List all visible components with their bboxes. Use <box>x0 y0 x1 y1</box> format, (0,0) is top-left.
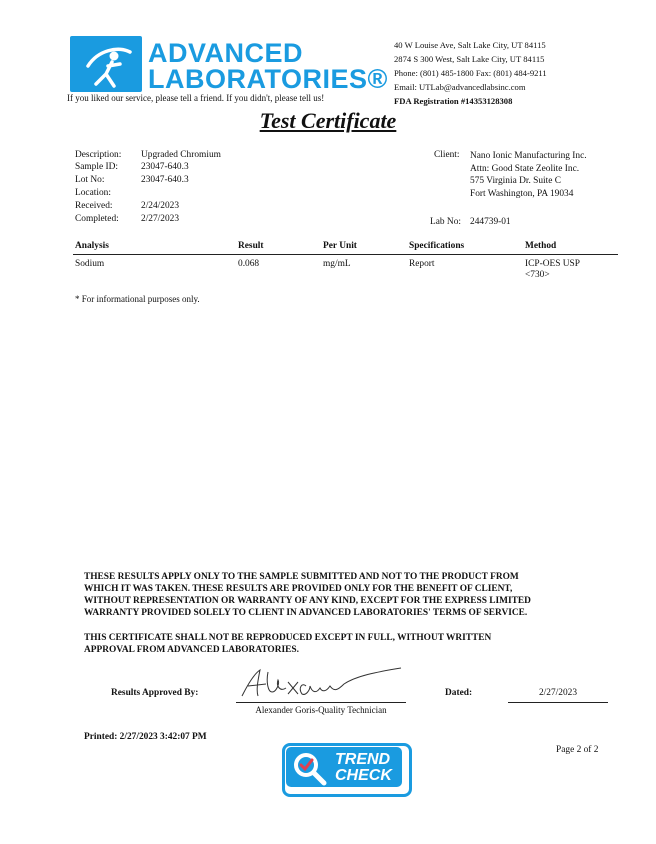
certificate-title-text: Test Certificate <box>259 108 397 133</box>
address-line: 2874 S 300 West, Salt Lake City, UT 84115 <box>394 54 545 64</box>
disclaimer-line: THESE RESULTS APPLY ONLY TO THE SAMPLE SUBMITTED AND NOT TO THE PRODUCT FROM <box>84 572 519 582</box>
client-name: Nano Ionic Manufacturing Inc. <box>470 151 587 161</box>
disclaimer-line: WHICH IT WAS TAKEN. THESE RESULTS ARE PROVIDED ONLY FOR THE BENEFIT OF CLIENT, <box>84 584 513 594</box>
tagline: If you liked our service, please tell a friend. If you didn't, please tell us! <box>67 93 325 103</box>
badge-line2: CHECK <box>335 767 392 784</box>
address-line: 40 W Louise Ave, Salt Lake City, UT 84115 <box>394 40 546 50</box>
dated-value: 2/27/2023 <box>538 688 578 698</box>
description-value: Upgraded Chromium <box>141 150 221 160</box>
lab-address-block <box>394 38 547 108</box>
cell-method: ICP-OES USP <box>525 259 580 269</box>
footnote: * For informational purposes only. <box>75 294 200 304</box>
signature-image <box>236 662 411 702</box>
table-header-rule <box>73 254 618 255</box>
brand-name-line2: LABORATORIES® <box>148 64 388 94</box>
column-header-result: Result <box>238 241 264 251</box>
signature-line <box>236 702 406 703</box>
badge-line1: TREND <box>335 751 391 768</box>
printed-timestamp: Printed: 2/27/2023 3:42:07 PM <box>84 732 207 742</box>
column-header-method: Method <box>525 241 557 251</box>
signer-name: Alexander Goris-Quality Technician <box>255 705 387 715</box>
certificate-title <box>0 108 656 134</box>
received-value: 2/24/2023 <box>141 201 180 211</box>
sample-id-label: Sample ID: <box>75 162 118 172</box>
lot-no-value: 23047-640.3 <box>141 175 189 185</box>
brand-name-line1: ADVANCED <box>148 38 304 68</box>
cell-result: 0.068 <box>238 259 260 269</box>
column-header-per-unit: Per Unit <box>323 241 357 251</box>
disclaimer-paragraph-2 <box>84 632 624 656</box>
disclaimer-line: WARRANTY PROVIDED SOLELY TO CLIENT IN ADVANCED LABORATORIES' TERMS OF SERVICE. <box>84 608 528 618</box>
client-attn: Attn: Good State Zeolite Inc. <box>470 163 580 174</box>
disclaimer-line: APPROVAL FROM ADVANCED LABORATORIES. <box>84 645 299 655</box>
page-number: Page 2 of 2 <box>556 745 599 755</box>
disclaimer-line: THIS CERTIFICATE SHALL NOT BE REPRODUCED EXCEPT IN FULL, WITHOUT WRITTEN <box>84 633 492 643</box>
company-logo <box>70 36 142 92</box>
cell-specifications: Report <box>409 259 435 269</box>
figure-logo-icon <box>70 36 142 92</box>
dated-line <box>508 702 608 703</box>
client-address-block <box>470 150 587 201</box>
client-street: 575 Virginia Dr. Suite C <box>470 176 562 187</box>
cell-analysis: Sodium <box>75 259 105 269</box>
phone-fax: Phone: (801) 485-1800 Fax: (801) 484-9211 <box>394 68 547 78</box>
client-label: Client: <box>434 150 460 160</box>
column-header-specifications: Specifications <box>409 241 465 251</box>
completed-label: Completed: <box>75 214 119 224</box>
cell-method-chapter: <730> <box>525 270 550 280</box>
lab-no-label: Lab No: <box>430 217 461 227</box>
disclaimer-line: WITHOUT REPRESENTATION OR WARRANTY OF ANY KIND, EXCEPT FOR THE EXPRESS LIMITED <box>84 596 531 606</box>
dated-label: Dated: <box>445 688 473 698</box>
column-header-analysis: Analysis <box>75 241 109 251</box>
results-approved-label: Results Approved By: <box>111 688 199 698</box>
disclaimer-paragraph-1 <box>84 571 624 619</box>
magnifier-check-icon <box>290 750 330 786</box>
cell-per-unit: mg/mL <box>323 259 351 269</box>
description-label: Description: <box>75 150 122 160</box>
email: Email: UTLab@advancedlabsinc.com <box>394 82 526 92</box>
location-label: Location: <box>75 188 111 198</box>
fda-registration: FDA Registration #14353128308 <box>394 96 513 106</box>
client-city: Fort Washington, PA 19034 <box>470 189 574 200</box>
completed-value: 2/27/2023 <box>141 214 180 224</box>
sample-id-value: 23047-640.3 <box>141 162 189 172</box>
lab-no-value: 244739-01 <box>470 217 511 227</box>
lot-no-label: Lot No: <box>75 175 105 185</box>
received-label: Received: <box>75 201 113 211</box>
